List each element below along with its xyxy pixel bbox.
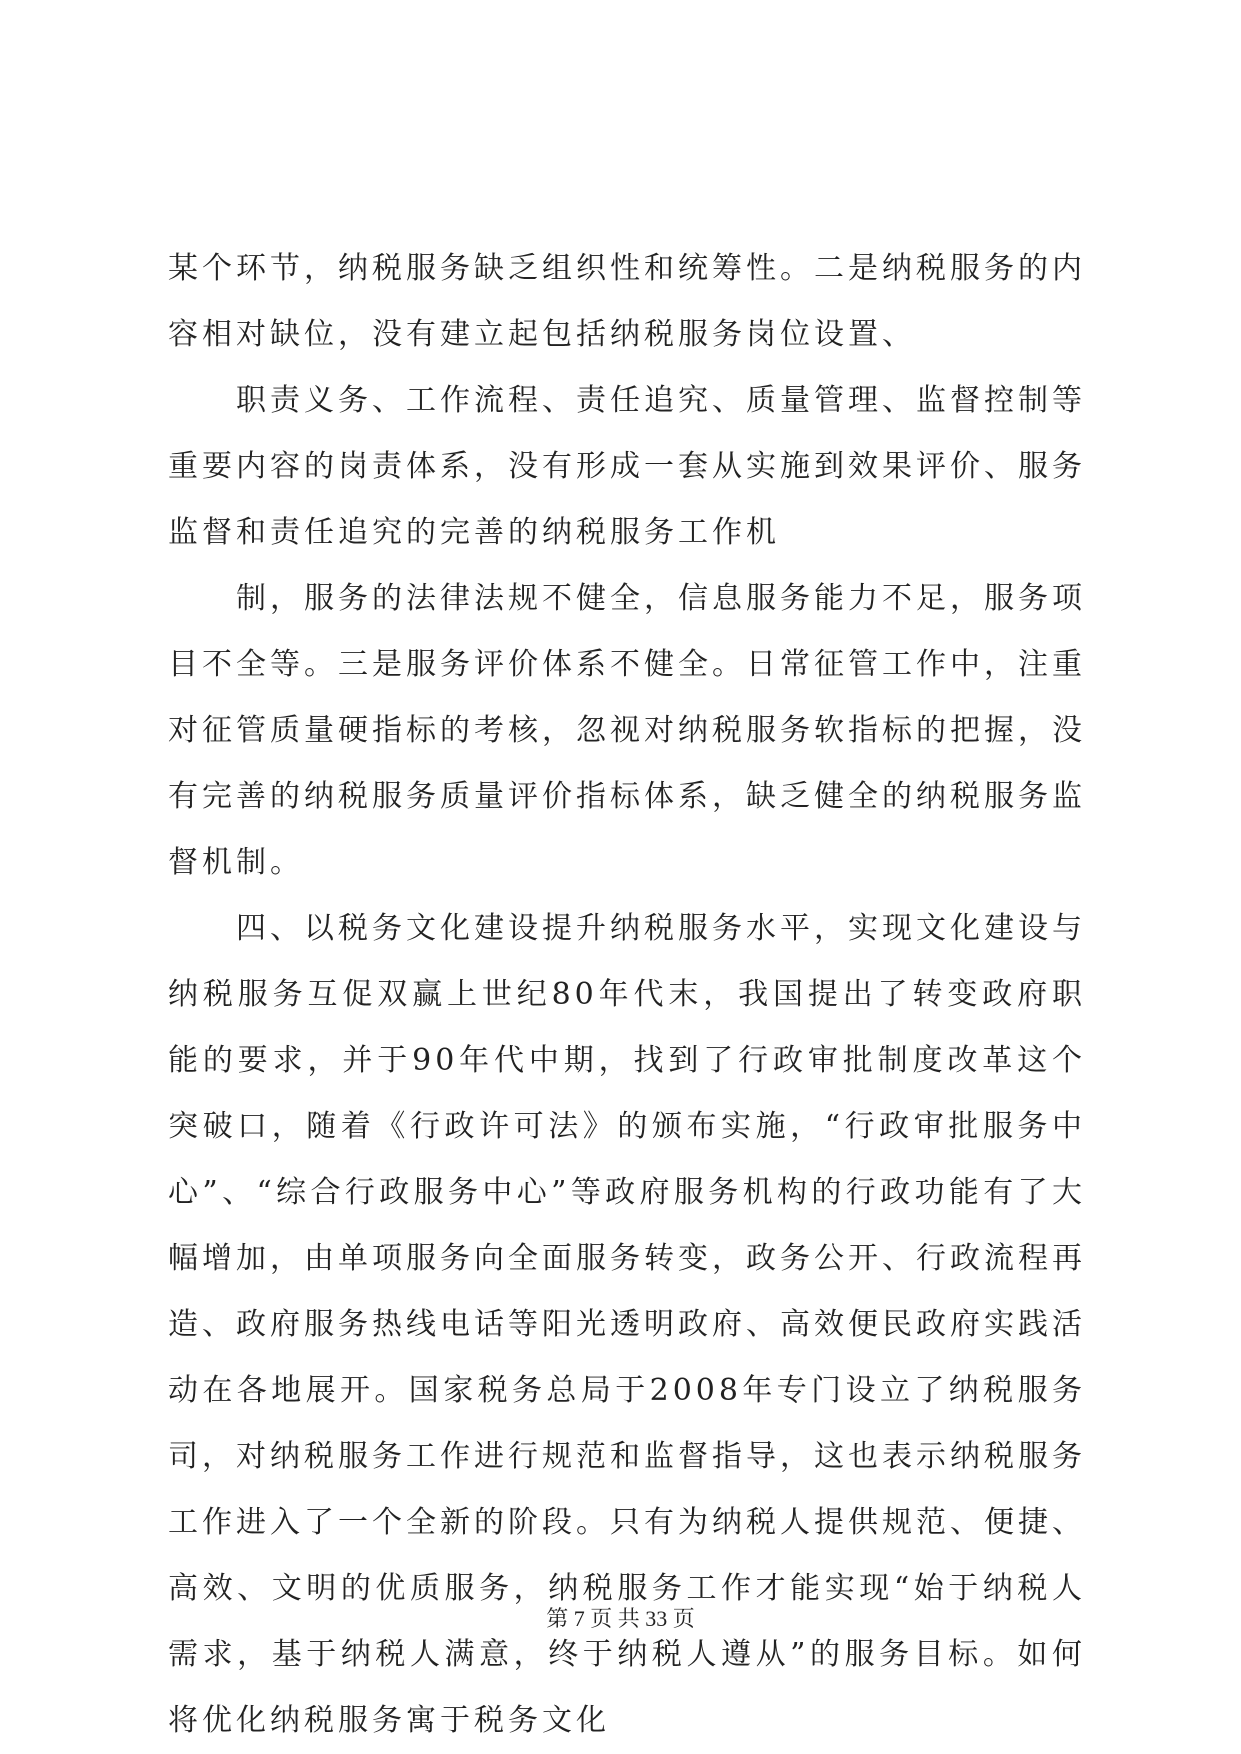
- document-body: [168, 236, 1086, 1754]
- paragraph-2: 职责义务、工作流程、责任追究、质量管理、监督控制等重要内容的岗责体系，没有形成一套从实施到效果评价、服务监督和责任追究的完善的纳税服务工作机: [168, 383, 1086, 550]
- page-number-footer: 第 7 页 共 33 页: [546, 1606, 695, 1631]
- paragraph-4: 四、以税务文化建设提升纳税服务水平，实现文化建设与纳税服务互促双赢上世纪80年代末，我国提出了转变政府职能的要求，并于90年代中期，找到了行政审批制度改革这个突破口，随着《行政许可法》的颁布实施，“行政审批服务中心”、“综合行政服务中心”等政府服务机构的行政功能有了大幅增加，由单项服务向全面服务转变，政务公开、行政流程再造、政府服务热线电话等阳光透明政府、高效便民政府实践活动在各地展开。国家税务总局于2008年专门设立了纳税服务司，对纳税服务工作进行规范和监督指导，这也表示纳税服务工作进入了一个全新的阶段。只有为纳税人提供规范、便捷、高效、文明的优质服务，纳税服务工作才能实现“始于纳税人需求，基于纳税人满意，终于纳税人遵从”的服务目标。如何将优化纳税服务寓于税务文化: [168, 911, 1086, 1738]
- paragraph-1: 某个环节，纳税服务缺乏组织性和统筹性。二是纳税服务的内容相对缺位，没有建立起包括纳税服务岗位设置、: [168, 251, 1086, 352]
- paragraph-3: 制，服务的法律法规不健全，信息服务能力不足，服务项目不全等。三是服务评价体系不健全。日常征管工作中，注重对征管质量硬指标的考核，忽视对纳税服务软指标的把握，没有完善的纳税服务质量评价指标体系，缺乏健全的纳税服务监督机制。: [168, 581, 1086, 880]
